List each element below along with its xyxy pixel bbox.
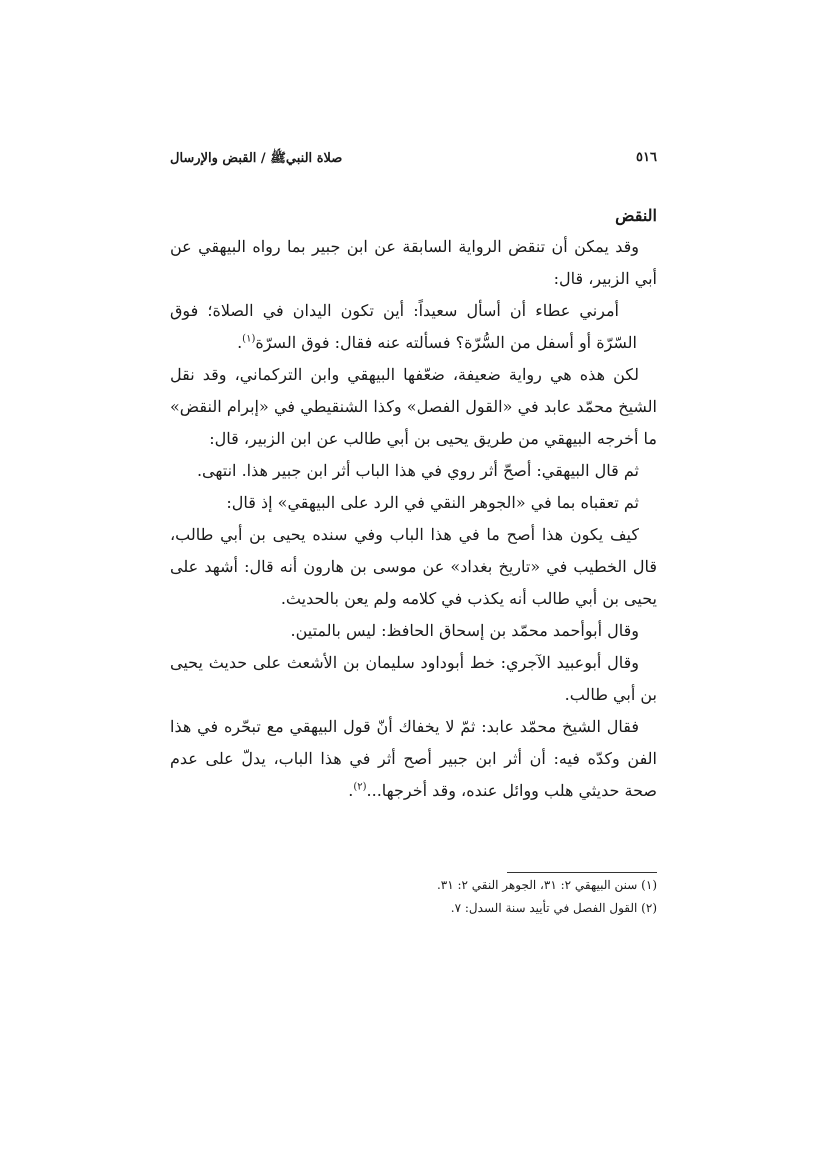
- paragraph: وقال أبوعبيد الآجري: خط أبوداود سليمان بن الأشعث على حديث يحيى بن أبي طالب.: [170, 653, 657, 704]
- main-text: [170, 201, 657, 807]
- page-number: ٥١٦: [636, 150, 657, 165]
- paragraph: [170, 711, 657, 807]
- quote-end: .: [237, 333, 243, 352]
- paragraph: كيف يكون هذا أصح ما في هذا الباب وفي سنده يحيى بن أبي طالب، قال الخطيب في «تاريخ بغداد» عن موسى بن هارون أنه قال: أشهد على يحيى بن أبي طالب أنه يكذب في كلامه ولم يعن بالحديث.: [170, 525, 657, 608]
- footnote-divider: [507, 872, 657, 873]
- quoted-text: [170, 295, 657, 359]
- running-header: [170, 150, 657, 172]
- paragraph: وقد يمكن أن تنقض الرواية السابقة عن ابن جبير بما رواه البيهقي عن أبي الزبير، قال:: [170, 237, 657, 288]
- paragraph: لكن هذه هي رواية ضعيفة، ضعّفها البيهقي وابن التركماني، وقد نقل الشيخ محمّد عابد في «القول الفصل» وكذا الشنقيطي في «إبرام النقض» ما أخرجه البيهقي من طريق يحيى بن أبي طالب عن ابن الزبير، قال:: [170, 365, 657, 448]
- footnote-ref: (١): [242, 333, 256, 345]
- running-title: صلاة النبيﷺ / القبض والإرسال: [170, 151, 343, 166]
- footnote-ref: (٢): [353, 781, 367, 793]
- paragraph: ثم تعقباه بما في «الجوهر النقي في الرد على البيهقي» إذ قال:: [226, 493, 639, 512]
- paragraph: وقال أبوأحمد محمّد بن إسحاق الحافظ: ليس بالمتين.: [290, 621, 639, 640]
- quote-text: أمرني عطاء أن أسأل سعيداً: أين تكون اليدان في الصلاة؛ فوق السّرّة أو أسفل من السُّرّة؟ فسألته عنه فقال: فوق السرّة: [170, 301, 637, 352]
- section-heading: النقض: [615, 206, 657, 225]
- paragraph-end: .: [348, 781, 354, 800]
- paragraph: ثم قال البيهقي: أصحّ أثر روي في هذا الباب أثر ابن جبير هذا. انتهى.: [196, 461, 639, 480]
- paragraph-text: فقال الشيخ محمّد عابد: ثمّ لا يخفاك أنّ قول البيهقي مع تبحّره في هذا الفن وكدّه فيه: أن أثر ابن جبير أصح أثر في هذا الباب، يدلّ على عدم صحة حديثي هلب ووائل عنده، وقد أخرجها...: [170, 717, 657, 800]
- footnote: (١) سنن البيهقي ٢: ٣١، الجوهر النقي ٢: ٣١.: [436, 878, 657, 892]
- footnote: (٢) القول الفصل في تأييد سنة السدل: ٧.: [450, 901, 657, 915]
- footnotes: [170, 874, 657, 920]
